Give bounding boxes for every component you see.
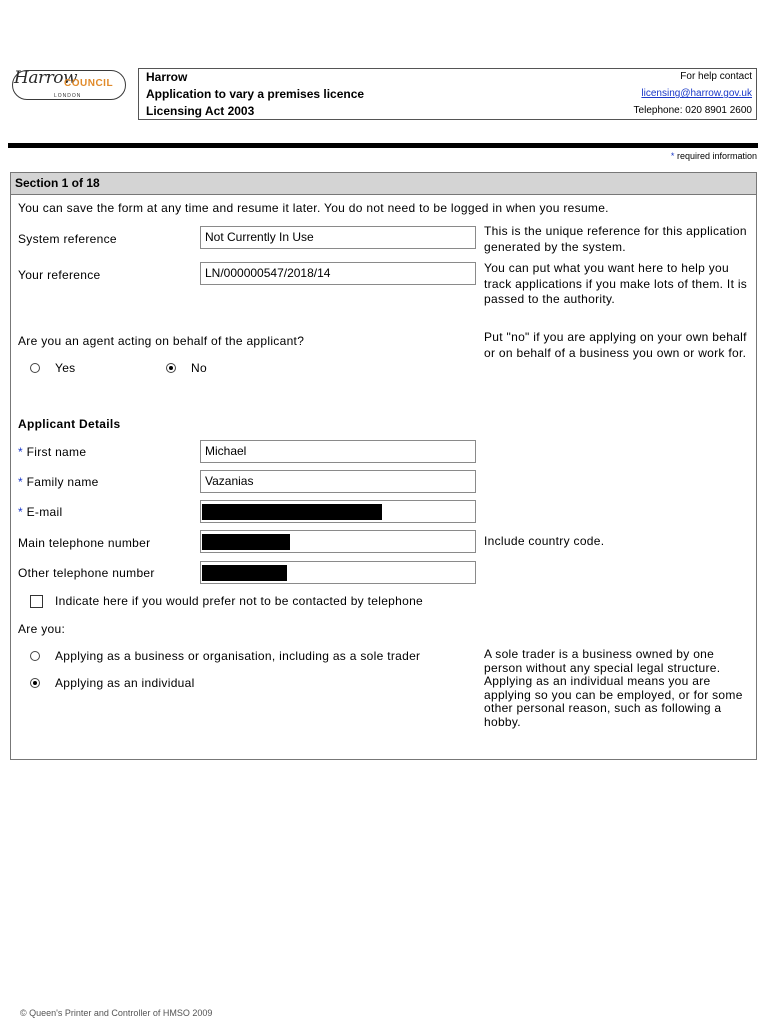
section-title: Section 1 of 18: [11, 173, 756, 195]
first-name-label: [18, 445, 86, 459]
form-title: Application to vary a premises licence: [146, 87, 365, 101]
main-phone-label: Main telephone number: [18, 536, 151, 550]
other-phone-field[interactable]: [200, 561, 476, 584]
system-reference-label: System reference: [18, 232, 117, 246]
email-field[interactable]: [200, 500, 476, 523]
applicant-details-heading: Applicant Details: [18, 417, 121, 431]
agent-no-label: No: [191, 361, 207, 375]
header-divider: [8, 143, 758, 148]
main-phone-redaction: [202, 534, 290, 550]
act-name: Licensing Act 2003: [146, 104, 255, 118]
agent-yes-radio[interactable]: [30, 363, 40, 373]
copyright-footer: © Queen's Printer and Controller of HMSO 2009: [20, 1008, 213, 1018]
help-label: For help contact: [680, 71, 752, 82]
first-name-label-text: First name: [26, 445, 87, 459]
individual-radio[interactable]: [30, 678, 40, 688]
logo-london-text: LONDON: [54, 93, 82, 99]
email-label: [18, 505, 62, 519]
family-name-field[interactable]: Vazanias: [200, 470, 476, 493]
business-radio[interactable]: [30, 651, 40, 661]
help-phone: Telephone: 020 8901 2600: [633, 105, 752, 116]
family-name-label: [18, 475, 99, 489]
agent-question-label: Are you an agent acting on behalf of the applicant?: [18, 334, 305, 348]
your-reference-field[interactable]: LN/000000547/2018/14: [200, 262, 476, 285]
section-intro: You can save the form at any time and resume it later. You do not need to be logged in when you resume.: [18, 201, 609, 215]
help-email-link[interactable]: licensing@harrow.gov.uk: [641, 88, 752, 99]
no-phone-contact-checkbox[interactable]: [30, 595, 43, 608]
logo-council-text: COUNCIL: [64, 78, 114, 89]
other-phone-redaction: [202, 565, 287, 581]
email-redaction: [202, 504, 382, 520]
first-name-field[interactable]: Michael: [200, 440, 476, 463]
are-you-label: Are you:: [18, 622, 66, 636]
are-you-help: A sole trader is a business owned by one person without any special legal structure. Applying as an individual means you are applying so you can be employed, or for some other personal reason, such as following a hobby.: [484, 647, 743, 729]
first-name-required-star: *: [18, 445, 23, 459]
required-star: *: [670, 151, 675, 161]
family-name-label-text: Family name: [26, 475, 99, 489]
your-reference-label: Your reference: [18, 268, 101, 282]
agent-question-help: Put "no" if you are applying on your own behalf or on behalf of a business you own or work for.: [484, 330, 747, 360]
main-phone-help: Include country code.: [484, 534, 605, 548]
agent-no-radio[interactable]: [166, 363, 176, 373]
family-name-required-star: *: [18, 475, 23, 489]
required-note-text: required information: [676, 151, 757, 161]
logo-script-text: Harrow: [14, 68, 77, 88]
individual-option-label: Applying as an individual: [55, 676, 195, 690]
business-option-label: Applying as a business or organisation, including as a sole trader: [55, 649, 421, 663]
email-label-text: E-mail: [26, 505, 63, 519]
your-reference-help: You can put what you want here to help you track applications if you make lots of them. It is passed to the authority.: [484, 261, 748, 306]
other-phone-label: Other telephone number: [18, 566, 155, 580]
main-phone-field[interactable]: [200, 530, 476, 553]
no-phone-contact-label: Indicate here if you would prefer not to be contacted by telephone: [55, 594, 424, 608]
council-name: Harrow: [146, 70, 188, 84]
email-required-star: *: [18, 505, 23, 519]
agent-yes-label: Yes: [55, 361, 76, 375]
system-reference-help: This is the unique reference for this application generated by the system.: [484, 224, 747, 254]
required-note: [671, 151, 757, 161]
system-reference-field[interactable]: Not Currently In Use: [200, 226, 476, 249]
